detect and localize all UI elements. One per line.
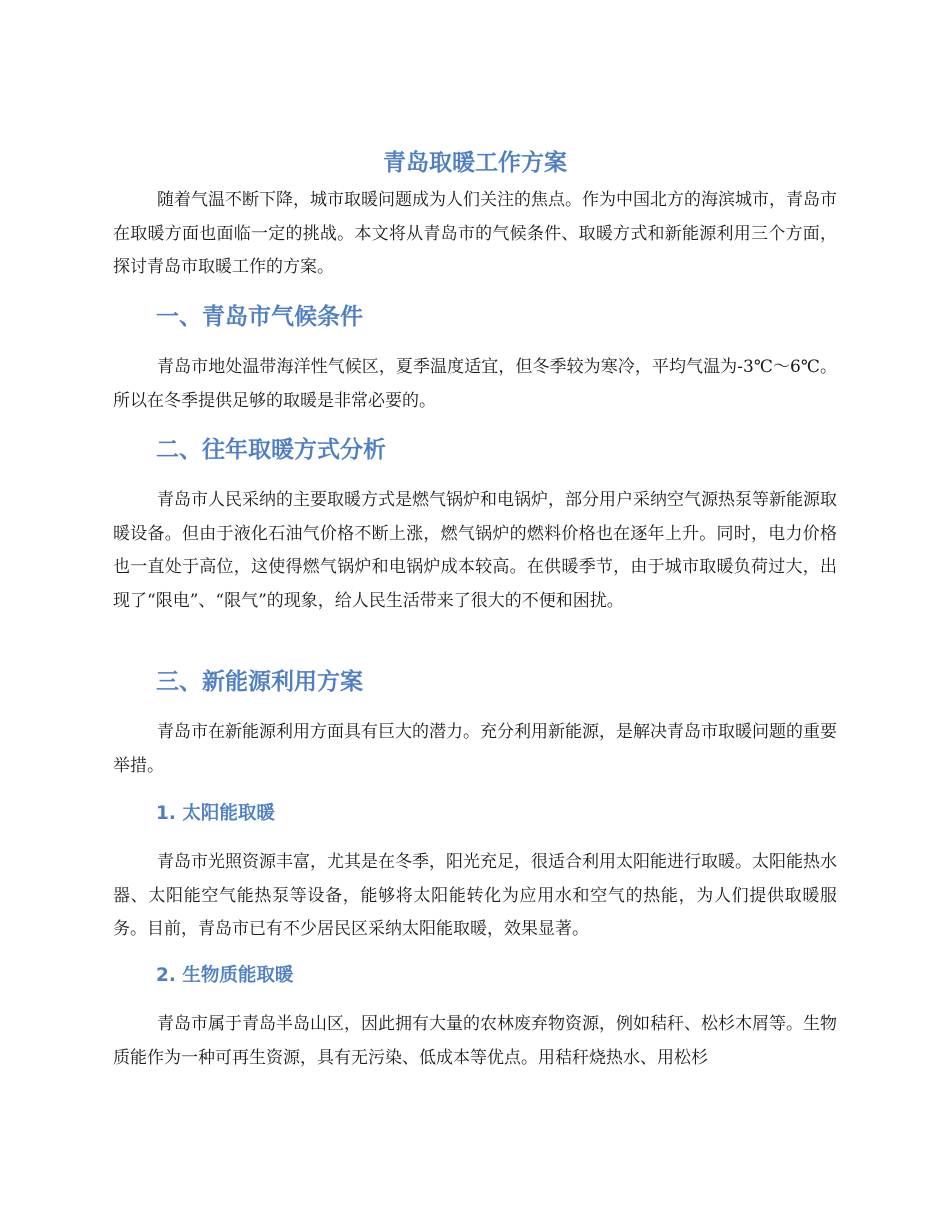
section-3-heading: 三、新能源利用方案: [156, 669, 363, 695]
document-title: 青岛取暖工作方案: [383, 150, 567, 176]
section-2-heading: 二、往年取暖方式分析: [156, 437, 386, 463]
section-3-paragraph: 青岛市在新能源利用方面具有巨大的潜力。充分利用新能源，是解决青岛市取暖问题的重要举措。: [113, 722, 837, 776]
subsection-biomass-paragraph: 青岛市属于青岛半岛山区，因此拥有大量的农林废弃物资源，例如秸秆、松杉木屑等。生物质能作为一种可再生资源，具有无污染、低成本等优点。用秸秆烧热水、用松杉: [113, 1014, 837, 1068]
section-1-paragraph: 青岛市地处温带海洋性气候区，夏季温度适宜，但冬季较为寒冷，平均气温为-3℃～6℃。所以在冬季提供足够的取暖是非常必要的。: [113, 357, 837, 411]
section-1-heading: 一、青岛市气候条件: [156, 304, 363, 330]
section-2-paragraph: 青岛市人民采纳的主要取暖方式是燃气锅炉和电锅炉，部分用户采纳空气源热泵等新能源取暖设备。但由于液化石油气价格不断上涨，燃气锅炉的燃料价格也在逐年上升。同时，电力价格也一直处于高位，这使得燃气锅炉和电锅炉成本较高。在供暖季节，由于城市取暖负荷过大，出现了“限电”、“限气”的现象，给人民生活带来了很大的不便和困扰。: [113, 490, 837, 611]
intro-paragraph: 随着气温不断下降，城市取暖问题成为人们关注的焦点。作为中国北方的海滨城市，青岛市在取暖方面也面临一定的挑战。本文将从青岛市的气候条件、取暖方式和新能源利用三个方面，探讨青岛市取暖工作的方案。: [113, 190, 837, 277]
subsection-solar-paragraph: 青岛市光照资源丰富，尤其是在冬季，阳光充足，很适合利用太阳能进行取暖。太阳能热水器、太阳能空气能热泵等设备，能够将太阳能转化为应用水和空气的热能，为人们提供取暖服务。目前，青岛市已有不少居民区采纳太阳能取暖，效果显著。: [113, 852, 837, 939]
subsection-biomass-heading: 2. 生物质能取暖: [156, 965, 294, 986]
subsection-solar-heading: 1. 太阳能取暖: [156, 803, 275, 824]
